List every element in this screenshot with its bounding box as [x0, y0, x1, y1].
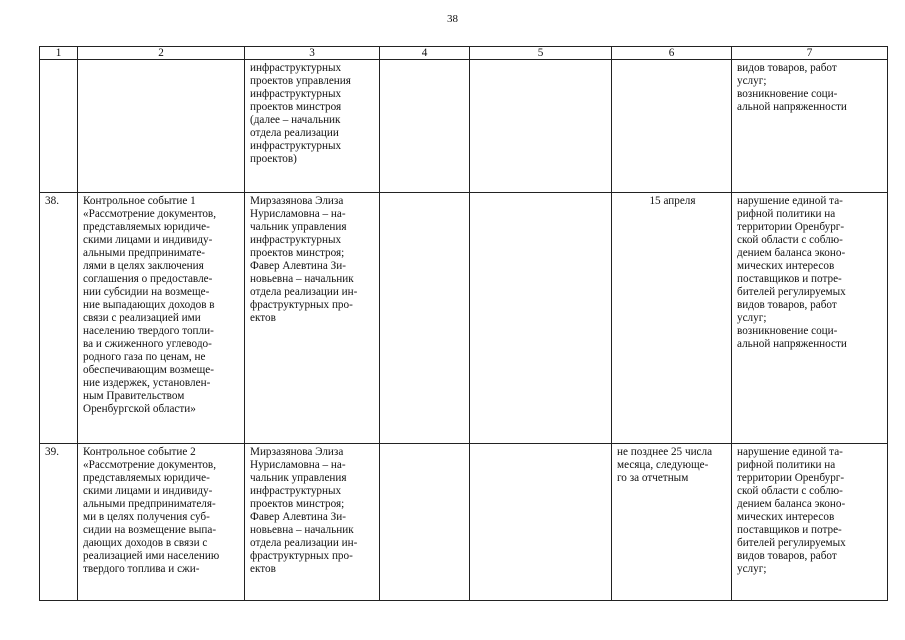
responsible-cell: Мирзазянова Элиза Нурисламовна – на- чальник управления инфраструктурных проектов минстроя; Фавер Алевтина Зи- новьевна – начальник отдела реализации ин- фраструктурных про- ектов [245, 444, 380, 601]
risks-cell: видов товаров, работ услуг; возникновение соци- альной напряженности [732, 60, 888, 193]
deadline-cell [612, 60, 732, 193]
column-header-2: 2 [78, 47, 245, 60]
column-4-cell [380, 60, 470, 193]
column-header-7: 7 [732, 47, 888, 60]
table-row [40, 193, 888, 444]
deadline-cell: не позднее 25 числа месяца, следующе- го за отчетным [612, 444, 732, 601]
column-header-4: 4 [380, 47, 470, 60]
table-row [40, 444, 888, 601]
risks-cell: нарушение единой та- рифной политики на территории Оренбург- ской области с соблю- дением баланса эконо- мических интересов поставщиков и потре- бителей регулируемых видов товаров, работ услуг; возникновение соци- альной напряженности [732, 193, 888, 444]
column-5-cell [470, 193, 612, 444]
column-header-3: 3 [245, 47, 380, 60]
event-cell: Контрольное событие 2 «Рассмотрение документов, представляемых юридиче- скими лицами и индивиду- альными предпринимателя- ми в целях получения суб- сидии на возмещение выпа- дающих доходов в связи с реализацией ими населению твердого топлива и сжи- [78, 444, 245, 601]
event-cell: Контрольное событие 1 «Рассмотрение документов, представляемых юридиче- скими лицами и индивиду- альными предпринимате- лями в целях заключения соглашения о предоставле- нии субсидии на возмеще- ние выпадающих доходов в связи с реализацией ими населению твердого топли- ва и сжиженного углеводо- родного газа по ценам, не обеспечивающим возмеще- ние издержек, установлен- ным Правительством Оренбургской области» [78, 193, 245, 444]
column-header-6: 6 [612, 47, 732, 60]
column-5-cell [470, 444, 612, 601]
column-5-cell [470, 60, 612, 193]
column-4-cell [380, 193, 470, 444]
page-number: 38 [447, 13, 458, 25]
column-number-row [40, 47, 888, 60]
row-number-cell: 39. [40, 444, 78, 601]
responsible-cell: инфраструктурных проектов управления инфраструктурных проектов минстроя (далее – начальник отдела реализации инфраструктурных проектов) [245, 60, 380, 193]
row-number-cell [40, 60, 78, 193]
table-row [40, 60, 888, 193]
column-header-1: 1 [40, 47, 78, 60]
column-4-cell [380, 444, 470, 601]
column-header-5: 5 [470, 47, 612, 60]
deadline-cell: 15 апреля [612, 193, 732, 444]
event-cell [78, 60, 245, 193]
row-number-cell: 38. [40, 193, 78, 444]
plan-table [39, 46, 888, 601]
risks-cell: нарушение единой та- рифной политики на территории Оренбург- ской области с соблю- дением баланса эконо- мических интересов поставщиков и потре- бителей регулируемых видов товаров, работ услуг; [732, 444, 888, 601]
responsible-cell: Мирзазянова Элиза Нурисламовна – на- чальник управления инфраструктурных проектов минстроя; Фавер Алевтина Зи- новьевна – начальник отдела реализации ин- фраструктурных про- ектов [245, 193, 380, 444]
